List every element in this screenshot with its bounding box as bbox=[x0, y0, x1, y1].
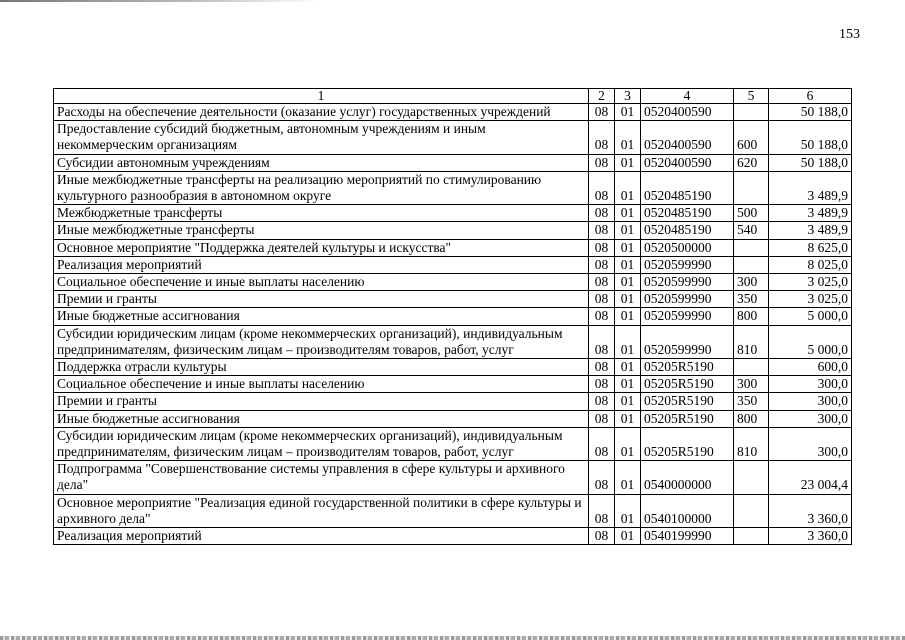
row-name-cell: Расходы на обеспечение деятельности (оказание услуг) государственных учреждений bbox=[54, 104, 589, 121]
row-sum-cell: 50 188,0 bbox=[769, 104, 852, 121]
row-section-cell: 08 bbox=[589, 325, 615, 358]
row-name-cell: Субсидии юридическим лицам (кроме некоммерческих организаций), индивидуальным предпринимателям, физическим лицам – производителям товаров, работ, услуг bbox=[54, 427, 589, 460]
table-body bbox=[54, 104, 852, 545]
row-section-cell: 08 bbox=[589, 104, 615, 121]
row-sum-cell: 3 025,0 bbox=[769, 274, 852, 291]
row-expense-type-cell: 500 bbox=[734, 205, 769, 222]
row-subsection-cell: 01 bbox=[615, 256, 641, 273]
row-section-cell: 08 bbox=[589, 376, 615, 393]
table-row bbox=[54, 121, 852, 154]
table-row bbox=[54, 104, 852, 121]
header-col-3: 3 bbox=[615, 89, 641, 104]
row-expense-type-cell: 800 bbox=[734, 308, 769, 325]
row-name-cell: Премии и гранты bbox=[54, 291, 589, 308]
row-name-cell: Субсидии автономным учреждениям bbox=[54, 154, 589, 171]
row-subsection-cell: 01 bbox=[615, 205, 641, 222]
row-section-cell: 08 bbox=[589, 461, 615, 494]
row-name-cell: Субсидии юридическим лицам (кроме некоммерческих организаций), индивидуальным предпринимателям, физическим лицам – производителям товаров, работ, услуг bbox=[54, 325, 589, 358]
table-row bbox=[54, 256, 852, 273]
row-subsection-cell: 01 bbox=[615, 104, 641, 121]
row-sum-cell: 3 360,0 bbox=[769, 494, 852, 527]
row-target-article-cell: 0520485190 bbox=[641, 205, 734, 222]
scan-edge-bottom bbox=[0, 636, 905, 640]
row-target-article-cell: 05205R5190 bbox=[641, 359, 734, 376]
table-row bbox=[54, 171, 852, 204]
row-expense-type-cell bbox=[734, 104, 769, 121]
table-row bbox=[54, 205, 852, 222]
row-sum-cell: 23 004,4 bbox=[769, 461, 852, 494]
row-subsection-cell: 01 bbox=[615, 308, 641, 325]
table-row bbox=[54, 393, 852, 410]
row-section-cell: 08 bbox=[589, 359, 615, 376]
row-subsection-cell: 01 bbox=[615, 376, 641, 393]
row-target-article-cell: 0520599990 bbox=[641, 308, 734, 325]
row-sum-cell: 3 489,9 bbox=[769, 222, 852, 239]
row-subsection-cell: 01 bbox=[615, 121, 641, 154]
row-name-cell: Поддержка отрасли культуры bbox=[54, 359, 589, 376]
row-section-cell: 08 bbox=[589, 205, 615, 222]
row-section-cell: 08 bbox=[589, 308, 615, 325]
row-section-cell: 08 bbox=[589, 410, 615, 427]
row-sum-cell: 5 000,0 bbox=[769, 308, 852, 325]
row-target-article-cell: 0520400590 bbox=[641, 104, 734, 121]
row-section-cell: 08 bbox=[589, 256, 615, 273]
row-sum-cell: 3 489,9 bbox=[769, 205, 852, 222]
row-target-article-cell: 0540199990 bbox=[641, 528, 734, 545]
row-name-cell: Иные бюджетные ассигнования bbox=[54, 308, 589, 325]
row-name-cell: Основное мероприятие "Реализация единой государственной политики в сфере культуры и архивного дела" bbox=[54, 494, 589, 527]
row-sum-cell: 8 025,0 bbox=[769, 256, 852, 273]
row-expense-type-cell: 620 bbox=[734, 154, 769, 171]
page-number: 153 bbox=[839, 27, 860, 42]
row-expense-type-cell: 600 bbox=[734, 121, 769, 154]
row-name-cell: Реализация мероприятий bbox=[54, 528, 589, 545]
row-section-cell: 08 bbox=[589, 274, 615, 291]
row-expense-type-cell: 300 bbox=[734, 274, 769, 291]
row-sum-cell: 300,0 bbox=[769, 376, 852, 393]
row-target-article-cell: 05205R5190 bbox=[641, 376, 734, 393]
row-sum-cell: 8 625,0 bbox=[769, 239, 852, 256]
row-section-cell: 08 bbox=[589, 291, 615, 308]
row-section-cell: 08 bbox=[589, 494, 615, 527]
header-col-5: 5 bbox=[734, 89, 769, 104]
row-subsection-cell: 01 bbox=[615, 154, 641, 171]
row-target-article-cell: 0520500000 bbox=[641, 239, 734, 256]
row-name-cell: Основное мероприятие "Поддержка деятелей культуры и искусства" bbox=[54, 239, 589, 256]
row-target-article-cell: 0520599990 bbox=[641, 291, 734, 308]
row-sum-cell: 600,0 bbox=[769, 359, 852, 376]
row-target-article-cell: 0540100000 bbox=[641, 494, 734, 527]
table-header-row bbox=[54, 89, 852, 104]
row-target-article-cell: 05205R5190 bbox=[641, 410, 734, 427]
row-expense-type-cell bbox=[734, 494, 769, 527]
row-name-cell: Иные межбюджетные трансферты bbox=[54, 222, 589, 239]
row-target-article-cell: 0520599990 bbox=[641, 256, 734, 273]
row-sum-cell: 3 360,0 bbox=[769, 528, 852, 545]
row-expense-type-cell: 350 bbox=[734, 291, 769, 308]
row-section-cell: 08 bbox=[589, 121, 615, 154]
header-col-2: 2 bbox=[589, 89, 615, 104]
row-subsection-cell: 01 bbox=[615, 171, 641, 204]
row-section-cell: 08 bbox=[589, 171, 615, 204]
table-row bbox=[54, 528, 852, 545]
row-expense-type-cell bbox=[734, 256, 769, 273]
table-row bbox=[54, 222, 852, 239]
row-expense-type-cell bbox=[734, 528, 769, 545]
row-expense-type-cell bbox=[734, 461, 769, 494]
row-subsection-cell: 01 bbox=[615, 427, 641, 460]
row-subsection-cell: 01 bbox=[615, 239, 641, 256]
table-row bbox=[54, 239, 852, 256]
row-target-article-cell: 05205R5190 bbox=[641, 393, 734, 410]
row-target-article-cell: 0520599990 bbox=[641, 274, 734, 291]
row-expense-type-cell bbox=[734, 359, 769, 376]
row-expense-type-cell: 300 bbox=[734, 376, 769, 393]
row-subsection-cell: 01 bbox=[615, 393, 641, 410]
row-expense-type-cell bbox=[734, 171, 769, 204]
header-col-1: 1 bbox=[54, 89, 589, 104]
row-sum-cell: 3 025,0 bbox=[769, 291, 852, 308]
row-subsection-cell: 01 bbox=[615, 222, 641, 239]
row-name-cell: Подпрограмма "Совершенствование системы управления в сфере культуры и архивного дела" bbox=[54, 461, 589, 494]
row-name-cell: Иные бюджетные ассигнования bbox=[54, 410, 589, 427]
budget-table bbox=[53, 88, 852, 545]
row-name-cell: Межбюджетные трансферты bbox=[54, 205, 589, 222]
row-target-article-cell: 0520400590 bbox=[641, 154, 734, 171]
row-name-cell: Социальное обеспечение и иные выплаты населению bbox=[54, 274, 589, 291]
header-col-6: 6 bbox=[769, 89, 852, 104]
row-section-cell: 08 bbox=[589, 222, 615, 239]
table-row bbox=[54, 291, 852, 308]
row-subsection-cell: 01 bbox=[615, 291, 641, 308]
row-section-cell: 08 bbox=[589, 427, 615, 460]
row-sum-cell: 50 188,0 bbox=[769, 154, 852, 171]
row-target-article-cell: 05205R5190 bbox=[641, 427, 734, 460]
row-sum-cell: 300,0 bbox=[769, 410, 852, 427]
header-col-4: 4 bbox=[641, 89, 734, 104]
row-section-cell: 08 bbox=[589, 528, 615, 545]
row-expense-type-cell: 810 bbox=[734, 325, 769, 358]
row-name-cell: Иные межбюджетные трансферты на реализацию мероприятий по стимулированию культурного разнообразия в автономном округе bbox=[54, 171, 589, 204]
row-expense-type-cell: 800 bbox=[734, 410, 769, 427]
row-expense-type-cell: 810 bbox=[734, 427, 769, 460]
row-name-cell: Премии и гранты bbox=[54, 393, 589, 410]
row-expense-type-cell: 540 bbox=[734, 222, 769, 239]
table-row bbox=[54, 154, 852, 171]
row-section-cell: 08 bbox=[589, 239, 615, 256]
row-target-article-cell: 0540000000 bbox=[641, 461, 734, 494]
row-expense-type-cell: 350 bbox=[734, 393, 769, 410]
row-target-article-cell: 0520400590 bbox=[641, 121, 734, 154]
table-row bbox=[54, 359, 852, 376]
row-sum-cell: 50 188,0 bbox=[769, 121, 852, 154]
table-row bbox=[54, 274, 852, 291]
table-row bbox=[54, 494, 852, 527]
row-target-article-cell: 0520599990 bbox=[641, 325, 734, 358]
row-target-article-cell: 0520485190 bbox=[641, 171, 734, 204]
table-row bbox=[54, 427, 852, 460]
row-subsection-cell: 01 bbox=[615, 359, 641, 376]
row-subsection-cell: 01 bbox=[615, 528, 641, 545]
row-expense-type-cell bbox=[734, 239, 769, 256]
row-sum-cell: 300,0 bbox=[769, 427, 852, 460]
row-sum-cell: 5 000,0 bbox=[769, 325, 852, 358]
row-sum-cell: 3 489,9 bbox=[769, 171, 852, 204]
row-subsection-cell: 01 bbox=[615, 325, 641, 358]
row-section-cell: 08 bbox=[589, 393, 615, 410]
row-subsection-cell: 01 bbox=[615, 461, 641, 494]
row-subsection-cell: 01 bbox=[615, 274, 641, 291]
row-name-cell: Социальное обеспечение и иные выплаты населению bbox=[54, 376, 589, 393]
row-name-cell: Предоставление субсидий бюджетным, автономным учреждениям и иным некоммерческим организациям bbox=[54, 121, 589, 154]
scan-edge-top bbox=[0, 0, 320, 2]
row-subsection-cell: 01 bbox=[615, 410, 641, 427]
table-row bbox=[54, 376, 852, 393]
row-target-article-cell: 0520485190 bbox=[641, 222, 734, 239]
table-row bbox=[54, 308, 852, 325]
row-sum-cell: 300,0 bbox=[769, 393, 852, 410]
row-subsection-cell: 01 bbox=[615, 494, 641, 527]
table-row bbox=[54, 410, 852, 427]
row-name-cell: Реализация мероприятий bbox=[54, 256, 589, 273]
table-row bbox=[54, 325, 852, 358]
table-row bbox=[54, 461, 852, 494]
row-section-cell: 08 bbox=[589, 154, 615, 171]
